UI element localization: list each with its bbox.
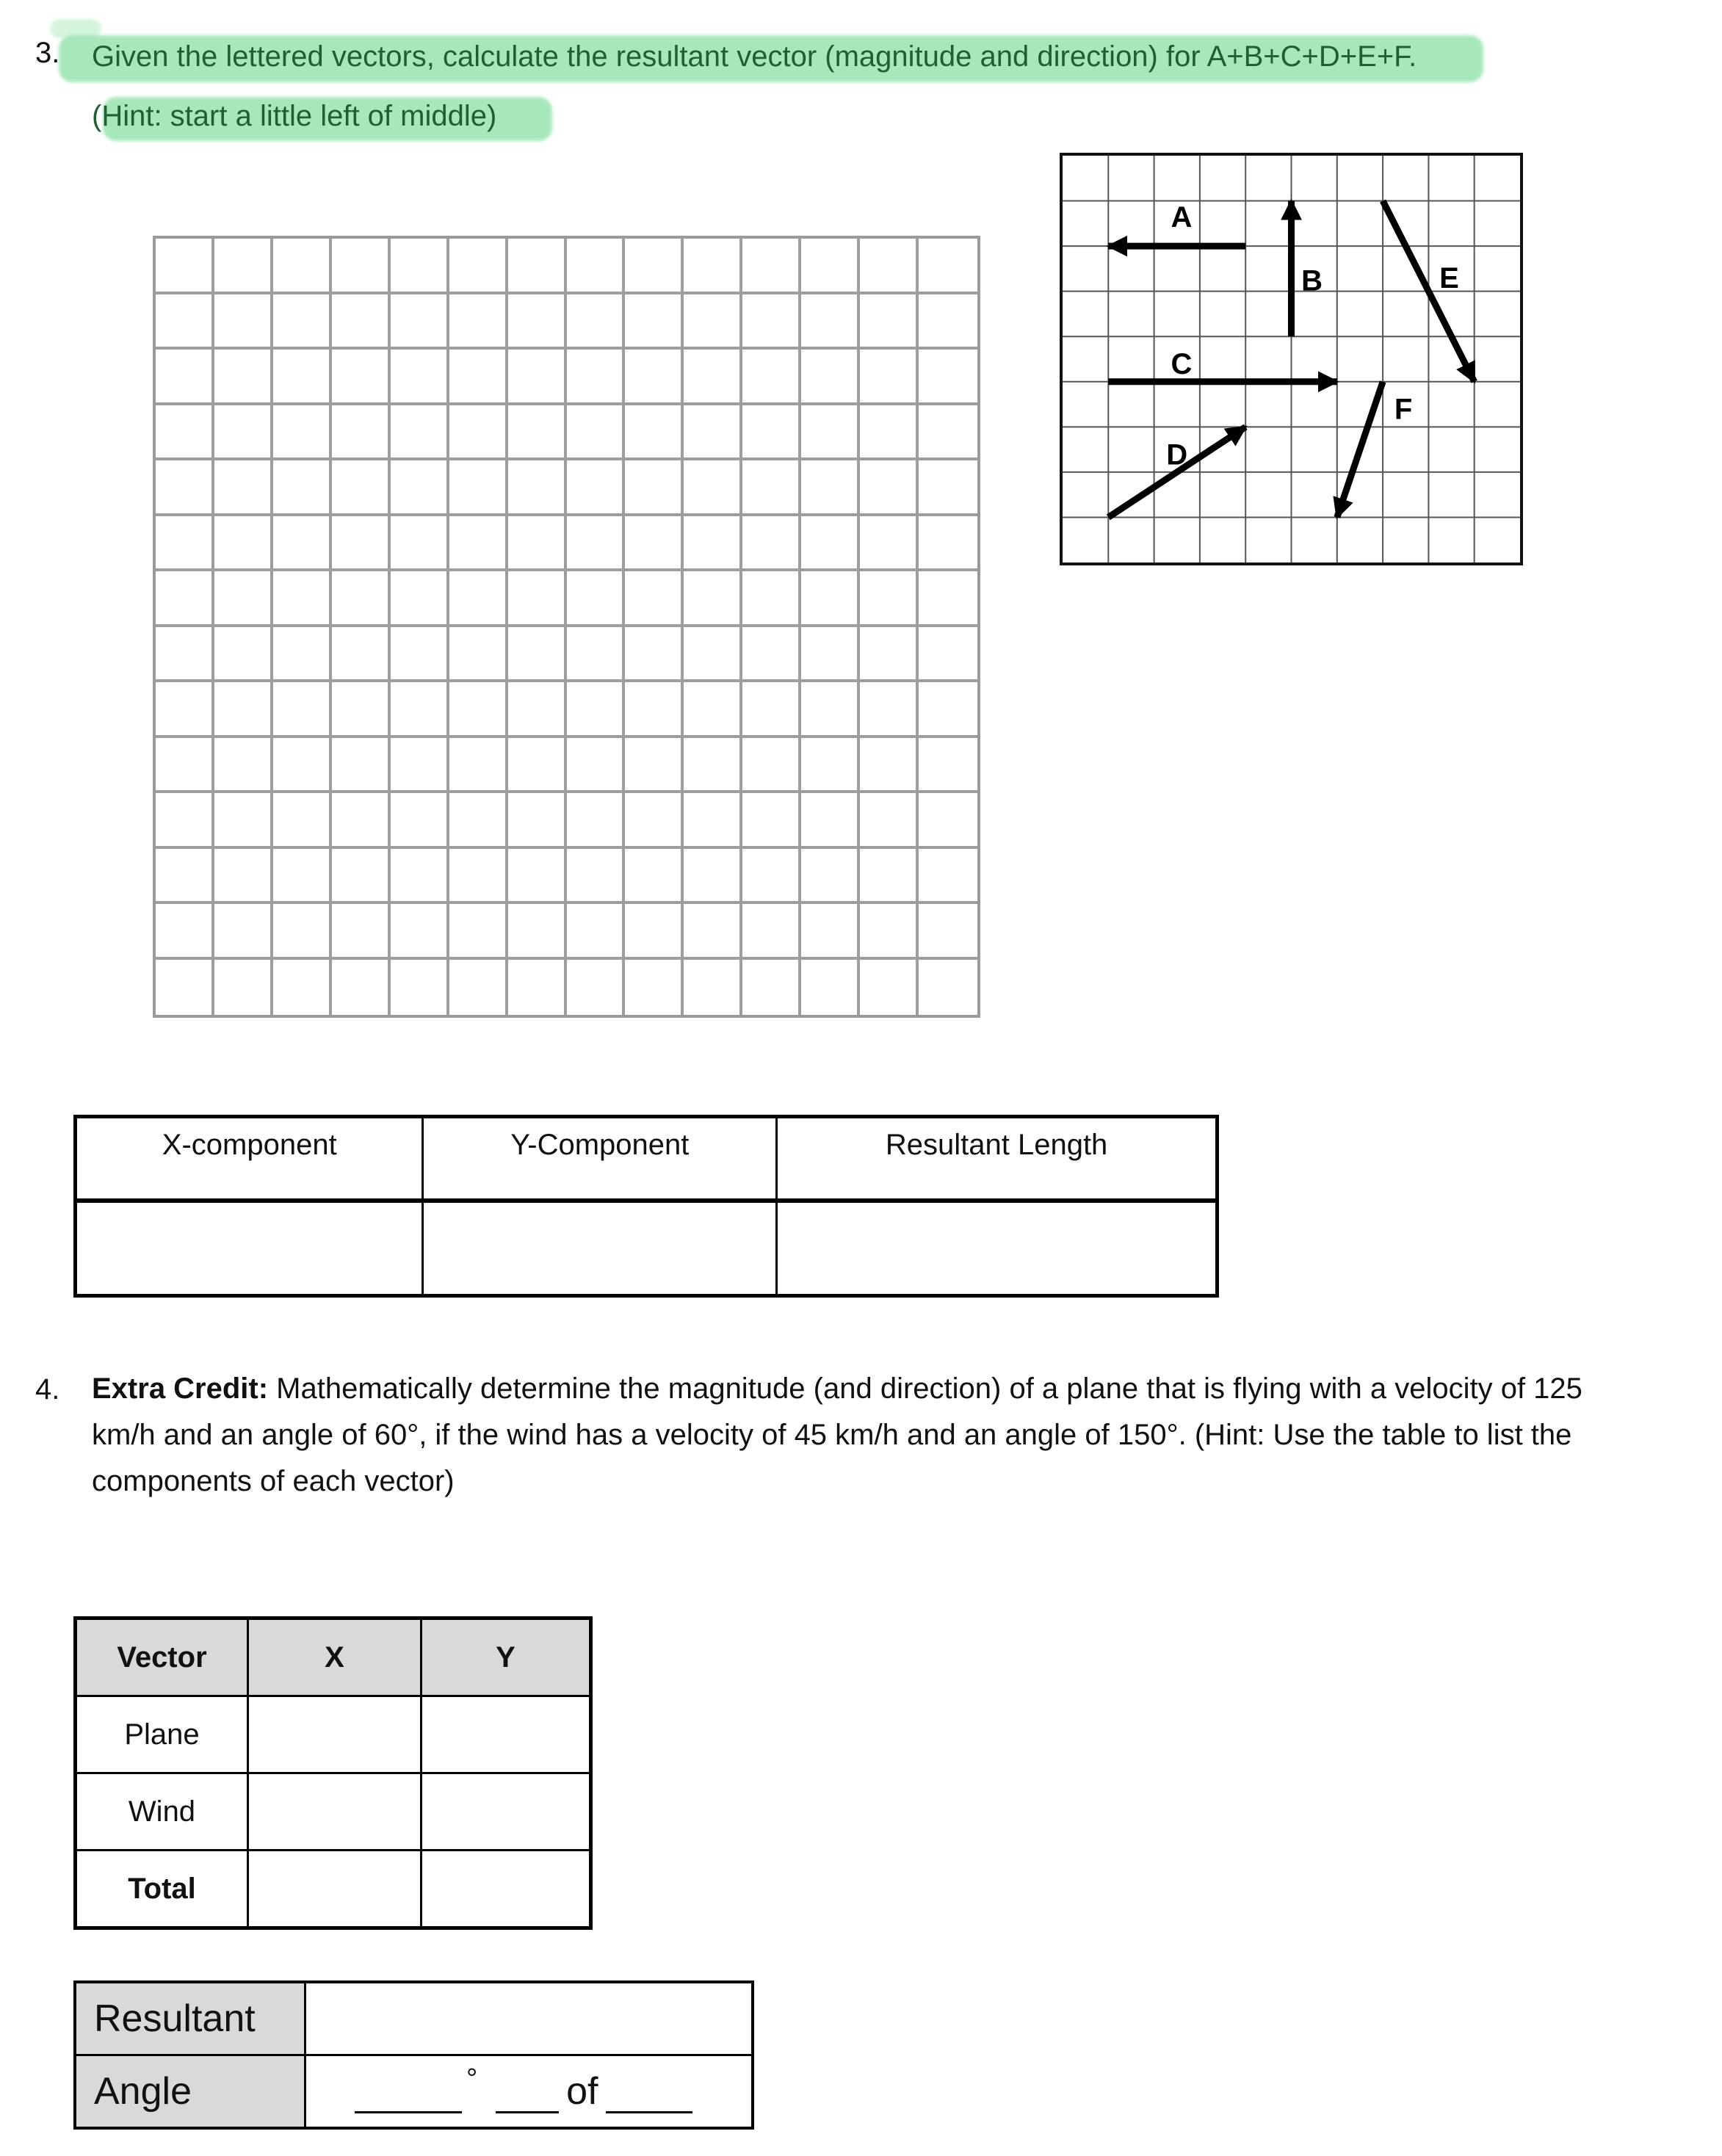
work-grid-cell	[273, 294, 332, 350]
work-grid-cell	[801, 682, 860, 738]
work-grid-cell	[684, 239, 742, 294]
work-grid-cell	[625, 350, 684, 405]
work-grid-cell	[508, 350, 567, 405]
work-grid-cell	[919, 571, 977, 627]
work-grid-cell	[273, 350, 332, 405]
work-grid-cell	[801, 960, 860, 1016]
work-grid-cell	[742, 738, 801, 794]
work-grid-cell	[156, 350, 214, 405]
work-grid-cell	[449, 849, 508, 905]
work-grid-cell	[391, 239, 449, 294]
work-grid-cell	[567, 904, 626, 960]
work-grid-cell	[508, 460, 567, 516]
work-grid-cell	[684, 405, 742, 461]
work-grid-cell	[156, 571, 214, 627]
total-x-cell[interactable]	[248, 1851, 422, 1928]
work-grid-cell	[156, 405, 214, 461]
work-grid-cell	[332, 849, 391, 905]
work-grid-cell	[801, 738, 860, 794]
work-grid-cell	[742, 849, 801, 905]
work-grid-cell	[449, 627, 508, 683]
work-grid-cell	[801, 627, 860, 683]
vector-label-a: A	[1171, 201, 1193, 234]
angle-label: Angle	[75, 2055, 305, 2129]
table-row-wind	[76, 1773, 591, 1851]
work-grid-cell	[742, 627, 801, 683]
work-grid-cell	[567, 294, 626, 350]
work-grid-cell	[625, 960, 684, 1016]
work-grid-cell	[625, 460, 684, 516]
question-4-line3: components of each vector)	[92, 1465, 455, 1497]
work-grid-cell	[508, 571, 567, 627]
work-grid-cell	[508, 793, 567, 849]
work-grid-cell	[508, 682, 567, 738]
work-grid-cell	[567, 405, 626, 461]
work-grid-cell	[273, 239, 332, 294]
work-grid-cell	[625, 849, 684, 905]
work-grid-cell	[684, 849, 742, 905]
vector-diagram-svg	[1063, 156, 1520, 562]
work-grid-cell	[860, 571, 919, 627]
work-grid-cell	[156, 627, 214, 683]
work-grid-cell	[391, 849, 449, 905]
work-grid-cell	[391, 904, 449, 960]
work-grid-cell	[801, 239, 860, 294]
work-grid-cell	[214, 849, 273, 905]
work-grid-cell	[156, 239, 214, 294]
work-grid-cell	[860, 405, 919, 461]
work-grid-cell	[860, 239, 919, 294]
work-grid-cell	[449, 516, 508, 572]
work-grid-cell	[684, 516, 742, 572]
table-row-total	[76, 1851, 591, 1928]
vector-label-e: E	[1439, 262, 1459, 295]
work-grid-cell	[625, 239, 684, 294]
work-grid-cell	[860, 849, 919, 905]
work-grid-cell	[449, 738, 508, 794]
plane-y-cell[interactable]	[422, 1696, 591, 1773]
row-label-wind: Wind	[76, 1773, 248, 1851]
work-grid-cell	[214, 460, 273, 516]
work-grid-cell	[508, 960, 567, 1016]
work-grid-cell	[332, 405, 391, 461]
work-grid-cell	[391, 627, 449, 683]
work-grid-cell	[449, 571, 508, 627]
work-grid-cell	[273, 738, 332, 794]
work-grid-cell	[449, 904, 508, 960]
work-grid-cell	[332, 904, 391, 960]
work-grid-cell	[332, 239, 391, 294]
work-grid-cell	[860, 738, 919, 794]
work-grid-cell	[273, 849, 332, 905]
vector-diagram	[1060, 153, 1523, 565]
work-grid-cell	[625, 571, 684, 627]
work-grid-cell	[567, 738, 626, 794]
work-grid-cell	[919, 239, 977, 294]
work-grid-cell	[860, 904, 919, 960]
work-grid-cell	[684, 738, 742, 794]
work-grid-cell	[801, 460, 860, 516]
work-grid-cell	[391, 738, 449, 794]
work-grid-cell	[214, 793, 273, 849]
work-grid-cell	[449, 350, 508, 405]
work-grid-cell	[801, 904, 860, 960]
work-grid-cell	[919, 294, 977, 350]
work-grid-cell	[273, 516, 332, 572]
work-grid-cell	[449, 460, 508, 516]
work-grid-cell	[860, 960, 919, 1016]
angle-reference-blank[interactable]	[606, 2079, 692, 2113]
work-grid-cell	[919, 904, 977, 960]
plane-x-cell[interactable]	[248, 1696, 422, 1773]
question-4-line1	[92, 1366, 1582, 1412]
header-y-component: Y-Component	[423, 1117, 777, 1201]
work-grid-cell	[742, 239, 801, 294]
work-grid-cell	[156, 682, 214, 738]
work-grid-cell	[391, 571, 449, 627]
work-grid-cell	[273, 960, 332, 1016]
work-grid-cell	[742, 460, 801, 516]
work-grid-cell	[156, 294, 214, 350]
question-4-number: 4.	[35, 1373, 60, 1406]
work-grid-cell	[156, 849, 214, 905]
work-grid-cell	[508, 239, 567, 294]
work-grid-cell	[742, 350, 801, 405]
angle-degrees-blank[interactable]	[355, 2079, 462, 2113]
work-grid-cell	[332, 738, 391, 794]
row-label-plane: Plane	[76, 1696, 248, 1773]
angle-value-cell[interactable]	[305, 2055, 753, 2129]
resultant-value-cell[interactable]	[305, 1982, 753, 2055]
work-grid-cell	[332, 571, 391, 627]
work-grid-cell	[919, 460, 977, 516]
work-grid-cell	[684, 682, 742, 738]
work-grid-cell	[508, 904, 567, 960]
work-grid-cell	[508, 516, 567, 572]
work-grid-cell	[391, 350, 449, 405]
work-grid-cell	[391, 405, 449, 461]
vector-label-d: D	[1166, 438, 1188, 471]
row-label-total: Total	[76, 1851, 248, 1928]
work-grid-cell	[567, 571, 626, 627]
work-grid-cell	[449, 239, 508, 294]
work-grid-cell	[684, 350, 742, 405]
vector-label-b: B	[1301, 264, 1323, 297]
work-grid-cell	[273, 571, 332, 627]
work-grid-cell	[742, 571, 801, 627]
work-grid-cell	[567, 627, 626, 683]
work-grid-cell	[801, 405, 860, 461]
work-grid-cell	[449, 793, 508, 849]
work-grid	[153, 236, 980, 1018]
work-grid-cell	[860, 516, 919, 572]
work-grid-cell	[625, 793, 684, 849]
vector-label-f: F	[1394, 393, 1413, 426]
work-grid-cell	[625, 405, 684, 461]
work-grid-cell	[332, 516, 391, 572]
resultant-label: Resultant	[75, 1982, 305, 2055]
work-grid-cell	[332, 627, 391, 683]
header-y: Y	[422, 1618, 591, 1696]
work-grid-cell	[567, 960, 626, 1016]
work-grid-cell	[391, 460, 449, 516]
work-grid-cell	[919, 682, 977, 738]
work-grid-cell	[449, 294, 508, 350]
work-grid-cell	[391, 516, 449, 572]
work-grid-cell	[625, 516, 684, 572]
question-3-number: 3.	[35, 37, 60, 69]
work-grid-cell	[391, 793, 449, 849]
work-grid-cell	[801, 516, 860, 572]
work-grid-cell	[860, 350, 919, 405]
question-3-hint: (Hint: start a little left of middle)	[92, 100, 497, 132]
work-grid-cell	[860, 460, 919, 516]
header-vector: Vector	[76, 1618, 248, 1696]
work-grid-cell	[332, 960, 391, 1016]
work-grid-cell	[684, 571, 742, 627]
work-grid-cell	[567, 516, 626, 572]
work-grid-cell	[156, 793, 214, 849]
work-grid-cell	[214, 294, 273, 350]
work-grid-cell	[508, 405, 567, 461]
work-grid-cell	[625, 627, 684, 683]
y-component-cell[interactable]	[423, 1201, 777, 1296]
work-grid-cell	[214, 627, 273, 683]
work-grid-cell	[273, 460, 332, 516]
work-grid-cell	[919, 627, 977, 683]
of-word: of	[566, 2070, 598, 2113]
work-grid-cell	[684, 960, 742, 1016]
total-y-cell[interactable]	[422, 1851, 591, 1928]
x-component-cell[interactable]	[76, 1201, 423, 1296]
work-grid-cell	[508, 849, 567, 905]
work-grid-cell	[742, 793, 801, 849]
work-grid-cell	[801, 571, 860, 627]
work-grid-cell	[449, 682, 508, 738]
work-grid-cell	[214, 239, 273, 294]
question-4-line2: km/h and an angle of 60°, if the wind has a velocity of 45 km/h and an angle of 150°. (Hint: Use the table to list the	[92, 1419, 1572, 1451]
work-grid-cell	[801, 350, 860, 405]
work-grid-cell	[508, 738, 567, 794]
header-x-component: X-component	[76, 1117, 423, 1201]
work-grid-cell	[214, 682, 273, 738]
work-grid-cell	[567, 460, 626, 516]
work-grid-cell	[273, 627, 332, 683]
work-grid-cell	[273, 682, 332, 738]
vector-label-c: C	[1171, 348, 1193, 381]
work-grid-cell	[332, 460, 391, 516]
work-grid-cell	[919, 793, 977, 849]
question-4-line1-text: Mathematically determine the magnitude (and direction) of a plane that is flying with a velocity of 125	[268, 1372, 1582, 1405]
work-grid-cell	[919, 516, 977, 572]
work-grid-cell	[919, 849, 977, 905]
table-row-plane	[76, 1696, 591, 1773]
work-grid-cell	[332, 793, 391, 849]
work-grid-cell	[860, 294, 919, 350]
work-grid-cell	[332, 294, 391, 350]
work-grid-cell	[684, 793, 742, 849]
work-grid-cell	[391, 960, 449, 1016]
work-grid-cell	[742, 516, 801, 572]
extra-credit-label: Extra Credit:	[92, 1372, 269, 1405]
work-grid-cell	[391, 294, 449, 350]
work-grid-cell	[332, 350, 391, 405]
work-grid-cell	[919, 405, 977, 461]
work-grid-cell	[567, 849, 626, 905]
work-grid-cell	[742, 405, 801, 461]
work-grid-cell	[214, 904, 273, 960]
work-grid-cell	[156, 738, 214, 794]
work-grid-cell	[508, 627, 567, 683]
work-grid-cell	[449, 405, 508, 461]
question-3-prompt: Given the lettered vectors, calculate the resultant vector (magnitude and direction) for A+B+C+D+E+F.	[92, 40, 1417, 73]
work-grid-cell	[567, 682, 626, 738]
work-grid-cell	[919, 960, 977, 1016]
work-grid-cell	[801, 294, 860, 350]
work-grid-cell	[214, 405, 273, 461]
work-grid-cell	[156, 460, 214, 516]
header-resultant-length: Resultant Length	[777, 1117, 1218, 1201]
work-grid-cell	[625, 738, 684, 794]
vector-arrow-f	[1337, 382, 1383, 518]
work-grid-cell	[332, 682, 391, 738]
work-grid-cell	[156, 960, 214, 1016]
wind-x-cell[interactable]	[248, 1773, 422, 1851]
work-grid-cell	[625, 294, 684, 350]
component-table	[73, 1115, 1219, 1298]
vector-components-table	[73, 1616, 593, 1930]
degree-symbol: °	[466, 2063, 478, 2094]
work-grid-cell	[742, 904, 801, 960]
work-grid-cell	[508, 294, 567, 350]
work-grid-cell	[742, 682, 801, 738]
header-x: X	[248, 1618, 422, 1696]
angle-direction-blank[interactable]	[496, 2079, 559, 2113]
work-grid-cell	[919, 738, 977, 794]
work-grid-cell	[156, 904, 214, 960]
work-grid-cell	[273, 793, 332, 849]
work-grid-cell	[214, 571, 273, 627]
work-grid-cell	[625, 904, 684, 960]
work-grid-cell	[214, 350, 273, 405]
work-grid-cell	[567, 350, 626, 405]
work-grid-cell	[273, 405, 332, 461]
work-grid-cell	[684, 460, 742, 516]
work-grid-cell	[801, 793, 860, 849]
work-grid-cell	[860, 682, 919, 738]
work-grid-cell	[801, 849, 860, 905]
work-grid-cell	[742, 960, 801, 1016]
work-grid-cell	[684, 904, 742, 960]
work-grid-cell	[567, 793, 626, 849]
work-grid-cell	[742, 294, 801, 350]
work-grid-cell	[625, 682, 684, 738]
work-grid-cell	[567, 239, 626, 294]
work-grid-cell	[214, 738, 273, 794]
work-grid-cell	[684, 294, 742, 350]
work-grid-cell	[860, 793, 919, 849]
work-grid-cell	[684, 627, 742, 683]
wind-y-cell[interactable]	[422, 1773, 591, 1851]
resultant-table	[73, 1980, 754, 2130]
work-grid-cell	[214, 516, 273, 572]
work-grid-cell	[391, 682, 449, 738]
work-grid-cell	[860, 627, 919, 683]
work-grid-cell	[273, 904, 332, 960]
work-grid-cell	[156, 516, 214, 572]
work-grid-cell	[919, 350, 977, 405]
resultant-length-cell[interactable]	[777, 1201, 1218, 1296]
work-grid-cell	[449, 960, 508, 1016]
work-grid-cell	[214, 960, 273, 1016]
